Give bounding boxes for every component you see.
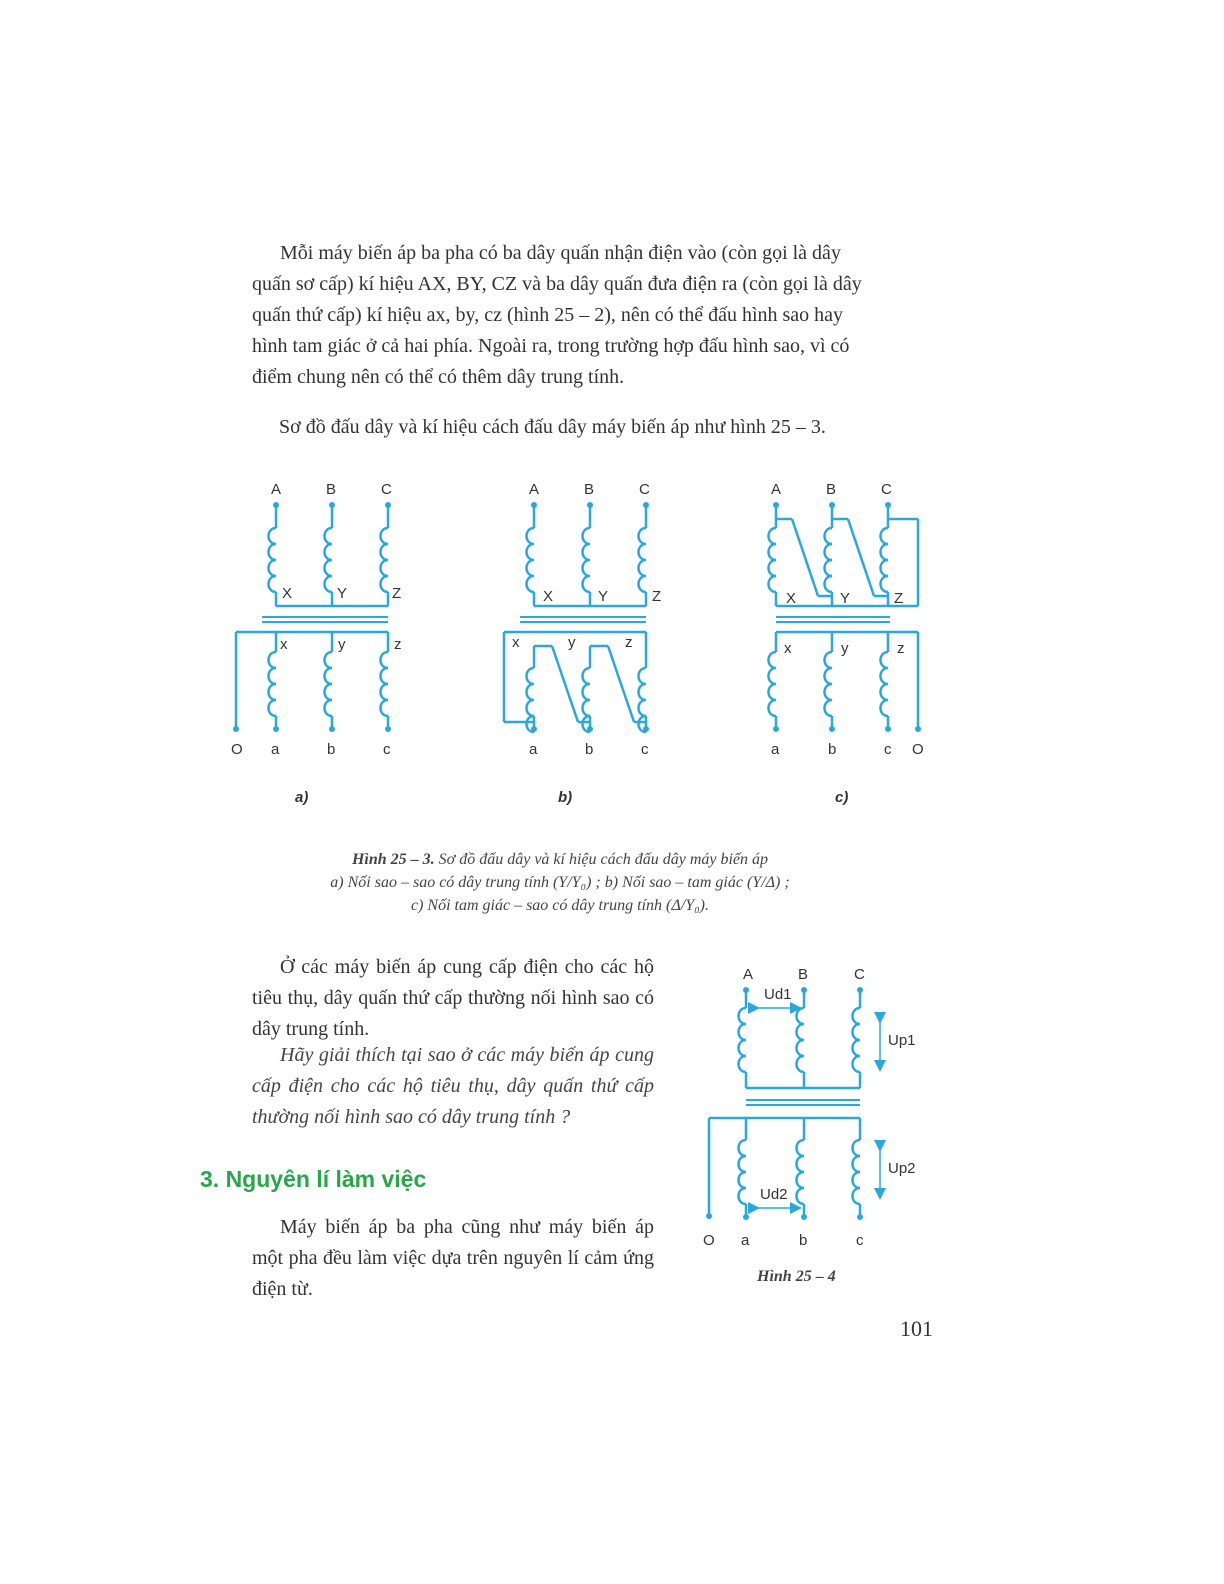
diagram-25-4 — [709, 990, 880, 1216]
label-z: z — [394, 636, 402, 653]
section-heading: 3. Nguyên lí làm việc — [200, 1166, 427, 1192]
label-X: X — [282, 585, 293, 602]
label-Z: Z — [894, 590, 904, 607]
label-z: z — [625, 634, 633, 651]
subfigure-label-a: a) — [295, 789, 309, 806]
label-Y: Y — [840, 590, 851, 607]
caption-line: Sơ đồ đấu dây và kí hiệu cách đấu dây máy biến áp — [438, 851, 769, 868]
label-b: b — [828, 741, 837, 758]
label-c: c — [884, 741, 892, 758]
label-B: B — [584, 481, 595, 498]
label-c: c — [641, 741, 649, 758]
page-number: 101 — [900, 1316, 933, 1341]
label-y: y — [568, 634, 576, 651]
intro-line: quấn sơ cấp) kí hiệu AX, BY, CZ và ba dây quấn đưa điện ra (còn gọi là dây — [252, 273, 862, 295]
label-b: b — [327, 741, 336, 758]
intro-line: hình tam giác ở cả hai phía. Ngoài ra, trong trường hợp đấu hình sao, vì có — [252, 335, 850, 357]
label-C: C — [881, 481, 892, 498]
label-b: b — [585, 741, 594, 758]
label-ud2: Ud2 — [760, 1186, 788, 1203]
label-A: A — [743, 966, 754, 983]
label-c: c — [383, 741, 391, 758]
principle-paragraph: Máy biến áp ba pha cũng như máy biến áp một pha đều làm việc dựa trên nguyên lí cảm ứng điện từ. — [252, 1216, 654, 1300]
diagram-b — [504, 505, 646, 732]
label-a: a — [741, 1232, 750, 1249]
label-C: C — [854, 966, 865, 983]
label-x: x — [512, 634, 520, 651]
label-Y: Y — [598, 588, 609, 605]
intro-line: điểm chung nên có thể có thêm dây trung tính. — [252, 366, 625, 388]
label-C: C — [639, 481, 650, 498]
intro-line: Mỗi máy biến áp ba pha có ba dây quấn nhận điện vào (còn gọi là dây — [280, 242, 841, 264]
question-paragraph: Hãy giải thích tại sao ở các máy biến áp cung cấp điện cho các hộ tiêu thụ, dây quấn thứ cấp thường nối hình sao có dây trung tính ? — [252, 1044, 654, 1128]
label-x: x — [280, 636, 288, 653]
label-O: O — [703, 1232, 715, 1249]
label-C: C — [381, 481, 392, 498]
label-b: b — [799, 1232, 808, 1249]
label-c: c — [856, 1232, 864, 1249]
caption-line: a) Nối sao – sao có dây trung tính (Y/Y₀) ; b) Nối sao – tam giác (Y/Δ) ; — [330, 874, 790, 891]
label-O: O — [231, 741, 243, 758]
label-a: a — [271, 741, 280, 758]
secondary-star-paragraph: Ở các máy biến áp cung cấp điện cho các hộ tiêu thụ, dây quấn thứ cấp thường nối hình sao có dây trung tính. — [252, 956, 654, 1040]
label-z: z — [897, 640, 905, 657]
label-a: a — [771, 741, 780, 758]
label-Z: Z — [652, 588, 662, 605]
label-up1: Up1 — [888, 1032, 916, 1049]
label-B: B — [798, 966, 809, 983]
subfigure-label-c: c) — [835, 789, 849, 806]
label-Y: Y — [337, 585, 348, 602]
label-up2: Up2 — [888, 1160, 916, 1177]
label-y: y — [338, 636, 346, 653]
label-O: O — [912, 741, 924, 758]
caption-title: Hình 25 – 3. — [351, 851, 435, 868]
diagram-intro-paragraph: Sơ đồ đấu dây và kí hiệu cách đấu dây máy biến áp như hình 25 – 3. — [279, 416, 826, 438]
label-A: A — [771, 481, 782, 498]
label-a: a — [529, 741, 538, 758]
label-x: x — [784, 640, 792, 657]
label-y: y — [841, 640, 849, 657]
label-A: A — [271, 481, 282, 498]
diagram-a — [236, 505, 388, 728]
label-X: X — [543, 588, 554, 605]
label-X: X — [786, 590, 797, 607]
label-B: B — [326, 481, 337, 498]
figure-25-4-caption: Hình 25 – 4 — [757, 1268, 836, 1285]
caption-line: c) Nối tam giác – sao có dây trung tính (Δ/Y₀). — [410, 897, 710, 914]
label-A: A — [529, 481, 540, 498]
label-ud1: Ud1 — [764, 986, 792, 1003]
label-B: B — [826, 481, 837, 498]
diagram-c — [769, 505, 919, 728]
intro-line: quấn thứ cấp) kí hiệu ax, by, cz (hình 25 – 2), nên có thể đấu hình sao hay — [252, 304, 844, 326]
figure-25-3-caption — [250, 848, 870, 917]
label-Z: Z — [392, 585, 402, 602]
subfigure-label-b: b) — [558, 789, 573, 806]
